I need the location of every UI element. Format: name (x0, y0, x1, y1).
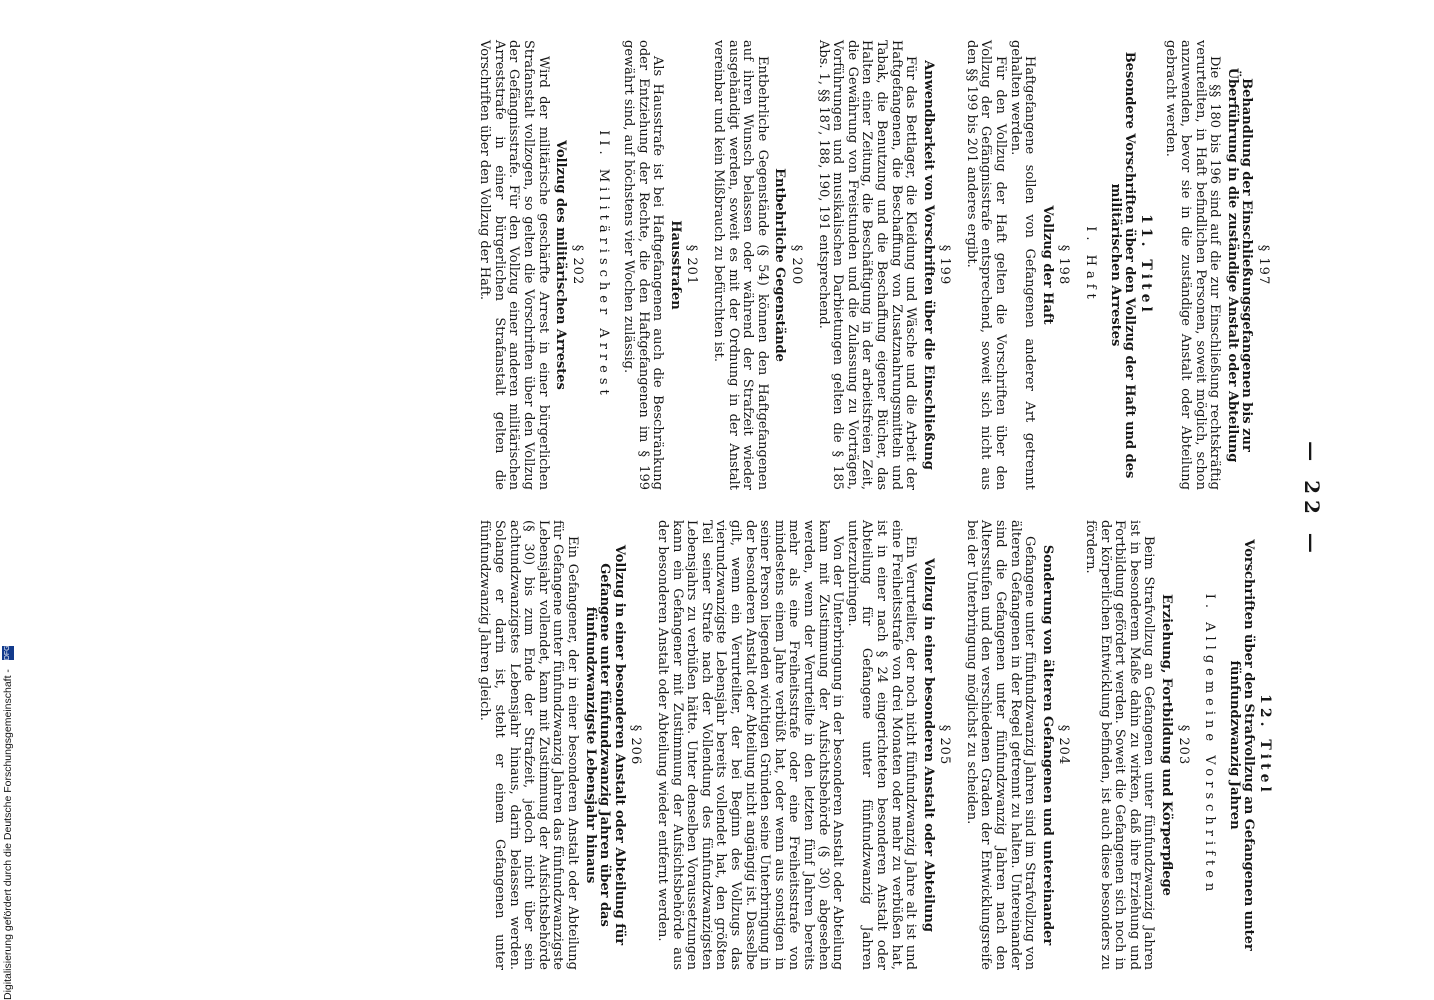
paragraph: Für den Vollzug der Haft gelten die Vorschriften über den Vollzug der Gefängnisstrafe entsprechend, soweit sich nicht aus den §§ 199 bis 201 anderes ergibt. (963, 40, 1009, 490)
digitization-note-text: Digitalisierung gefördert durch die Deutsche Forschungsgemeinschaft - (2, 669, 14, 1000)
section-number: § 197 (1256, 244, 1271, 286)
section-heading: Entbehrliche Gegenstände (772, 168, 788, 362)
section-heading: Sonderung von älteren Gefangenen und untereinander (1039, 544, 1055, 946)
section-heading: Hausstrafen (667, 220, 683, 310)
section-heading: Vollzug in einer besonderen Anstalt oder Abteilung für Gefangene unter fünfundzwanzig Jahren über das fünfundzwanzigste Lebensjahr hinaus (582, 544, 627, 946)
section-heading: Vollzug der Haft (1039, 205, 1055, 325)
title-subheading: Vorschriften über den Strafvollzug an Gefangenen unter fünfundzwanzig Jahren (1226, 539, 1257, 951)
paragraph: Entbehrliche Gegenstände (§ 54) können den Haftgefangenen auf ihren Wunsch belassen oder während der Strafzeit wieder ausgehändigt werden, soweit es mit der Ordnung in der Anstalt vereinbar und kein Mißbrauch zu befürchten ist. (711, 40, 770, 490)
paragraph: Gefangene unter fünfundzwanzig Jahren sind im Strafvollzug von älteren Gefangenen in der Regel getrennt zu halten. Untereinander sind die Gefangenen unter fünfundzwanzig Jahren nach den Altersstufen und den verschiedenen Graden der Entwicklungsreife bei der Unterbringung möglichst zu scheiden. (963, 520, 1038, 970)
paragraph: Wird der militärische geschärfte Arrest in einer bürgerlichen Strafanstalt vollzogen, so gelten die Vorschriften über den Vollzug der Gefängnisstrafe. Für den Vollzug einer anderen militärischen Arreststrafe in einer bürgerlichen Strafanstalt gelten die Vorschriften über den Vollzug der Haft. (477, 40, 551, 490)
rotated-page (30, 0, 1330, 1000)
section-number: § 206 (628, 724, 644, 766)
title-subheading: Besondere Vorschriften über den Vollzug der Haft und des militärischen Arrestes (1107, 51, 1138, 479)
paragraph: Ein Gefangener, der in einer besonderen Anstalt oder Abteilung für Gefangene unter fünfundzwanzig Jahren das fünfundzwanzigste Lebensjahr vollendet, kann mit Zustimmung der Aufsichtsbehörde (§ 30) bis zum Ende der Strafzeit, jedoch nicht über sein achtundzwanzigstes Lebensjahr hinaus, darin belassen werden. Solange er darin ist, steht er einem Gefangenen unter fünfundzwanzig Jahren gleich. (477, 520, 581, 970)
section-heading: Behandlung der Einschließungsgefangenen bis zur Überführung in die zuständige Anstalt oder Abteilung (1224, 67, 1255, 463)
section-number: § 199 (937, 244, 953, 286)
section-heading: Erziehung, Fortbildung und Körperpflege (1159, 594, 1175, 896)
paragraph: Beim Strafvollzug an Gefangenen unter fünfundzwanzig Jahren ist in besonderem Maße dahin zu wirken, daß ihre Erziehung und Fortbildung gefördert werden. Soweit die Gefangenen sich noch in der körperlichen Entwicklung befinden, ist auch diese besonders zu fördern. (1083, 520, 1157, 970)
paragraph: Für das Bettlager, die Kleidung und Wäsche und die Arbeit der Haftgefangenen, die Beschaffung von Zusatznahrungsmitteln und Tabak, die Benutzung und die Beschaffung eigener Bücher, das Halten einer Zeitung, die Beschäftigung in der arbeitsfreien Zeit, die Gewährung von Freistunden und die Zulassung zu Vorträgen, Vorführungen und musikalischen Darbietungen gelten die § 185 Abs. 1, §§ 187, 188, 190, 191 entsprechend. (815, 40, 919, 490)
paragraph: Von der Unterbringung in der besonderen Anstalt oder Abteilung kann mit Zustimmung der Aufsichtsbehörde (§ 30) abgesehen werden, wenn der Verurteilte in den letzten fünf Jahren bereits mehr als eine Freiheitsstrafe oder eine Freiheitsstrafe von mindestens einem Jahre verbüßt hat, oder wenn aus sonstigen in seiner Person liegenden wichtigen Gründen seine Unterbringung in der besonderen Anstalt oder Abteilung nicht angängig ist. Dasselbe gilt, wenn ein Verurteilter, der bei Beginn des Vollzugs das vierundzwanzigste Lebensjahr bereits vollendet hat, den größten Teil seiner Strafe nach der Vollendung des fünfundzwanzigsten Lebensjahrs zu verbüßen hätte. Unter denselben Voraussetzungen kann ein Gefangener mit Zustimmung der Aufsichtsbehörde aus der besonderen Anstalt oder Abteilung wieder entfernt werden. (655, 520, 846, 970)
section-number: § 205 (937, 724, 953, 766)
section-number: § 203 (1175, 724, 1191, 766)
paragraph: Als Hausstrafe ist bei Haftgefangenen auch die Beschränkung oder Entziehung der Rechte, die den Haftgefangenen im § 199 gewährt sind, auf höchstens vier Wochen zulässig. (621, 40, 666, 490)
paragraph: Ein Verurteilter, der noch nicht fünfundzwanzig Jahre alt ist und eine Freiheitsstrafe von drei Monaten oder mehr zu verbüßen hat, ist in einer nach § 24 eingerichteten besonderen Anstalt oder Abteilung für Gefangene unter fünfundzwanzig Jahren unterzubringen. (844, 520, 919, 970)
section-heading: Vollzug des militärischen Arrestes (553, 140, 569, 390)
section-number: § 201 (684, 244, 700, 286)
section-number: § 200 (788, 244, 804, 286)
dfg-logo-icon: DFG (2, 646, 14, 660)
digitization-note (2, 0, 18, 1000)
paragraph: Haftgefangene sollen von Gefangenen anderer Art getrennt gehalten werden. (1007, 40, 1038, 490)
title-heading: 11. Titel (1137, 214, 1154, 316)
section-number: § 198 (1056, 244, 1072, 286)
part-heading: I. Allgemeine Vorschriften (1202, 593, 1218, 897)
section-heading: Anwendbarkeit von Vorschriften über die Einschließung (920, 60, 936, 470)
section-number: § 204 (1056, 724, 1072, 766)
paragraph: Die §§ 180 bis 196 sind auf die zur Einschließung rechtskräftig verurteilten, in Haft befindlichen Personen, soweit möglich, schon anzuwenden, bevor sie in die zuständige Anstalt oder Abteilung gebracht werden. (1163, 40, 1223, 490)
title-heading: 12. Titel (1257, 694, 1273, 796)
section-number: § 202 (569, 244, 585, 286)
right-column (477, 520, 1282, 970)
part-heading: I. Haft (1083, 226, 1099, 304)
page-number: — 22 — (1300, 441, 1324, 559)
part-heading: II. Militärischer Arrest (596, 130, 612, 400)
section-heading: Vollzug in einer besonderen Anstalt oder Abteilung (920, 558, 936, 932)
left-column (477, 40, 1282, 490)
